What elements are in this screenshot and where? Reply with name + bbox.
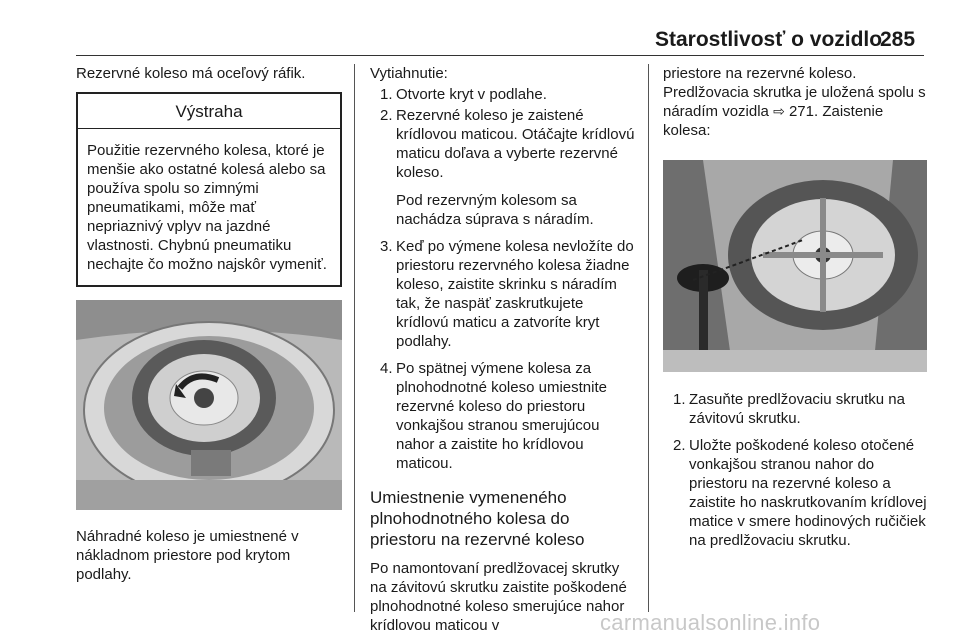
removal-steps: [370, 85, 636, 473]
page-header-title: Starostlivosť o vozidlo: [655, 28, 883, 51]
list-item: 2. Uložte poškodené koleso otočené vonkajšou stranou nahor do priestoru na rezervné koleso a zaistite ho naskrutkovaním krídlovej matice v smere hodinových ručičiek na predlžovaciu skrutku.: [673, 437, 927, 549]
column-3: [663, 64, 929, 550]
continued-paragraph: priestore na rezervné koleso. Predlžovacia skrutka je uložená spolu s náradím vozidla ⇨ 271. Zaistenie kolesa:: [663, 65, 926, 139]
intro-text: Rezervné koleso má oceľový ráfik.: [76, 65, 306, 82]
list-item: 4. Po spätnej výmene kolesa za plnohodnotné koleso umiestnite rezervné koleso do priestoru vonkajšou stranou smerujúcou nahor a zaistite ho krídlovou maticou.: [380, 360, 607, 472]
header-rule: [76, 55, 924, 56]
list-item: 1. Zasuňte predlžovaciu skrutku na závitovú skrutku.: [673, 391, 905, 427]
page-reference[interactable]: 271. Zaistenie kolesa:: [663, 103, 884, 139]
photo-caption: Náhradné koleso je umiestnené v nákladnom priestore pod krytom podlahy.: [76, 528, 299, 583]
column-2: [370, 64, 636, 635]
spare-wheel-photo: [76, 300, 342, 510]
steps-intro: Vytiahnutie:: [370, 65, 448, 82]
warning-heading: Výstraha: [78, 94, 340, 129]
section-heading: Umiestnenie vymeneného plnohodnotného kolesa do priestoru na rezervné koleso: [370, 488, 585, 549]
page-reference-icon: ⇨: [773, 103, 785, 119]
section-paragraph: Po namontovaní predlžovacej skrutky na závitovú skrutku zaistite poškodené plnohodnotné koleso smerujúce nahor krídlovou maticou v: [370, 560, 627, 634]
list-item: 1. Otvorte kryt v podlahe.: [380, 86, 547, 103]
column-divider-2: [648, 64, 649, 612]
list-item: 2. Rezervné koleso je zaistené krídlovou maticou. Otáčajte krídlovú maticu doľava a vyberte rezervné koleso. Pod rezervným kolesom sa nachádza súprava s náradím.: [380, 107, 635, 228]
watermark: carmanualsonline.info: [600, 610, 821, 635]
column-divider-1: [354, 64, 355, 612]
step-subnote: Pod rezervným kolesom sa nachádza súprava s náradím.: [396, 192, 594, 228]
page-number: 285: [880, 28, 916, 51]
extension-bolt-photo: [663, 160, 927, 372]
column-1: [76, 64, 344, 584]
warning-body: Použitie rezervného kolesa, ktoré je menšie ako ostatné kolesá alebo sa používa spolu so zimnými pneumatikami, môže mať nepriaznivý vplyv na jazdné vlastnosti. Chybnú pneumatiku nechajte čo možno najskôr vymeniť.: [87, 142, 327, 273]
warning-box: [76, 92, 342, 287]
list-item: 3. Keď po výmene kolesa nevložíte do priestoru rezervného kolesa žiadne koleso, zaistite skrinku s náradím tak, že naspäť zaskrutkujete krídlovú maticu a zatvoríte kryt podlahy.: [380, 238, 634, 350]
securing-steps: [663, 390, 929, 550]
